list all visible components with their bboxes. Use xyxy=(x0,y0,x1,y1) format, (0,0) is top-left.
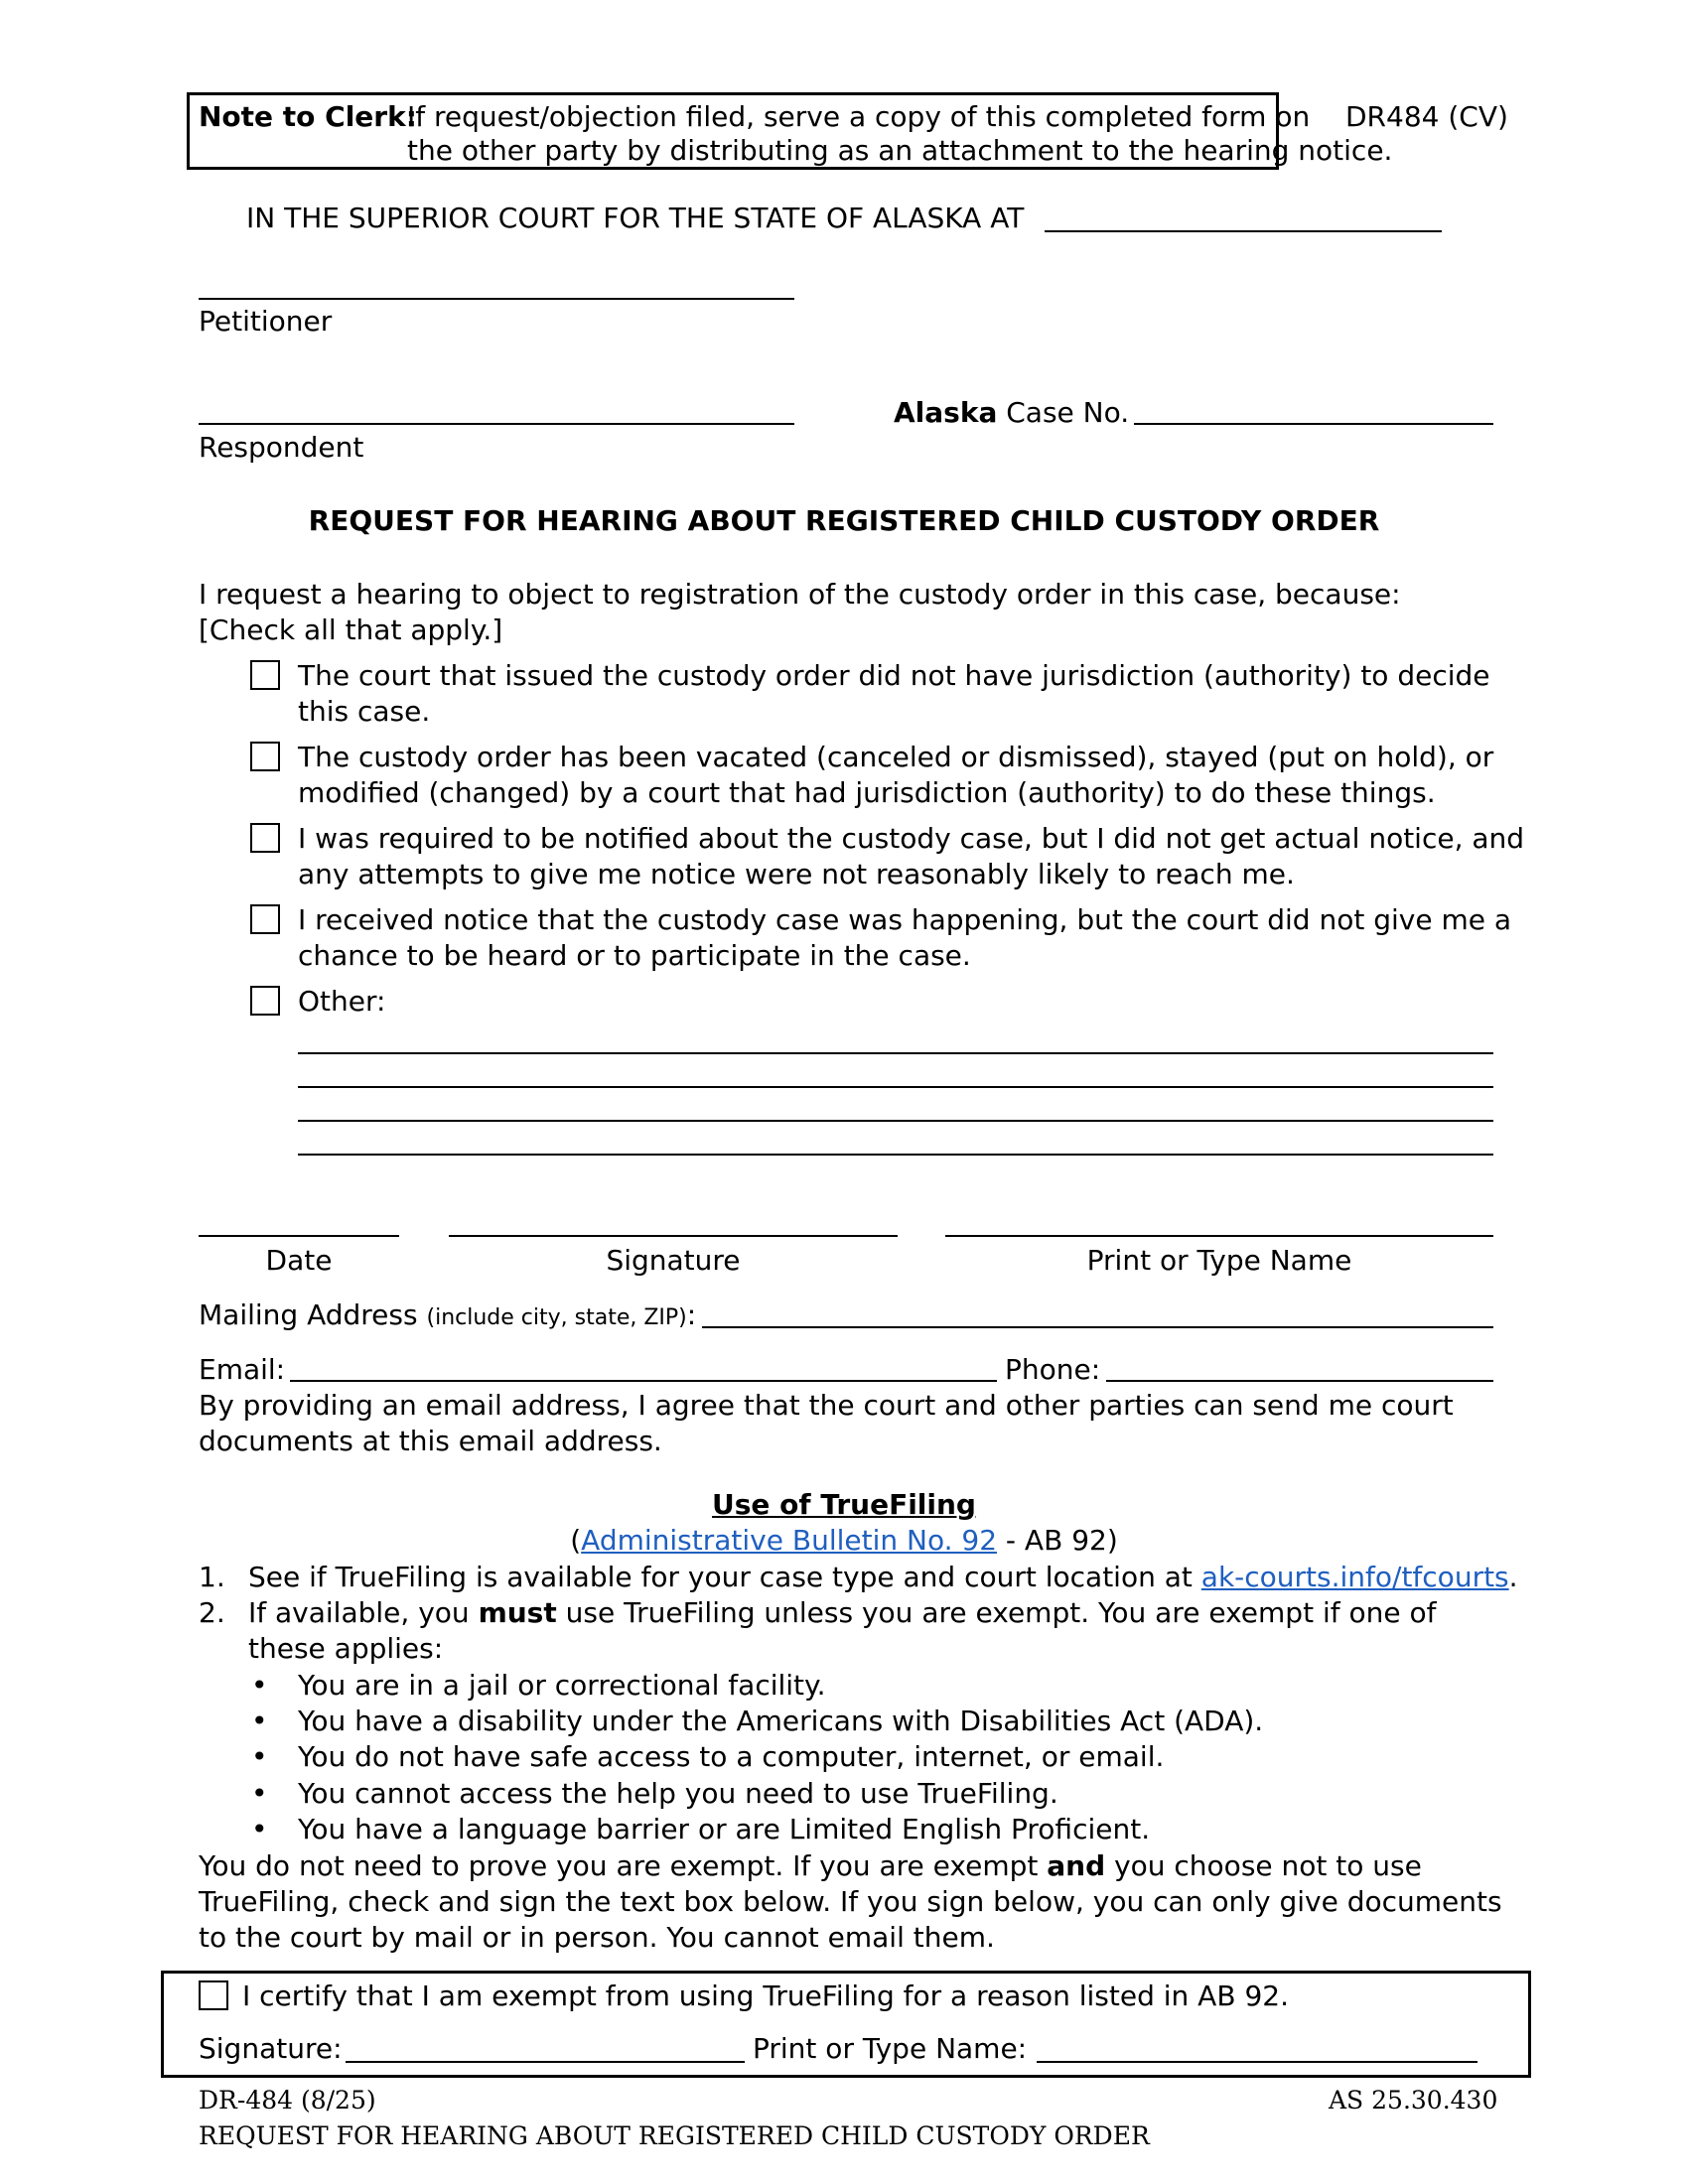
email-consent-line-1: By providing an email address, I agree that the court and other parties can send me court xyxy=(199,1389,1454,1422)
phone-label: Phone: xyxy=(1005,1353,1101,1386)
certify-signature-label: Signature: xyxy=(199,2032,343,2065)
case-number-label xyxy=(894,395,1129,431)
bullet-marker: • xyxy=(251,1813,268,1845)
bullet-marker: • xyxy=(251,1777,268,1810)
print-name-label: Print or Type Name xyxy=(1086,1244,1352,1277)
clerk-note-label: Note to Clerk: xyxy=(199,100,417,133)
certify-signature-field[interactable] xyxy=(346,2061,745,2063)
truefiling-heading: Use of TrueFiling xyxy=(712,1488,976,1521)
clerk-note-line-1: If request/objection filed, serve a copy of this completed form on xyxy=(407,100,1311,133)
item-1-period: . xyxy=(1508,1561,1518,1593)
mailing-colon: : xyxy=(686,1298,697,1331)
truefiling-item-2-number: 2. xyxy=(199,1596,225,1629)
reason-not-heard-checkbox[interactable] xyxy=(250,904,280,934)
other-reason-line-4[interactable] xyxy=(298,1154,1493,1156)
respondent-label: Respondent xyxy=(199,431,364,464)
truefiling-bulletin-ref xyxy=(0,1523,1688,1559)
court-heading: IN THE SUPERIOR COURT FOR THE STATE OF ALASKA AT xyxy=(246,202,1025,234)
bulletin-suffix: - AB 92) xyxy=(997,1524,1118,1557)
footer-title: REQUEST FOR HEARING ABOUT REGISTERED CHILD CUSTODY ORDER xyxy=(199,2121,1150,2150)
email-label: Email: xyxy=(199,1353,286,1386)
reason-1-line-2: this case. xyxy=(298,695,431,728)
para-and: and xyxy=(1047,1849,1106,1882)
item-2-must: must xyxy=(478,1596,557,1629)
exempt-paragraph-line-1 xyxy=(199,1848,1422,1884)
bullet-marker: • xyxy=(251,1740,268,1773)
exempt-reason-4: You cannot access the help you need to use TrueFiling. xyxy=(298,1777,1058,1810)
item-2-post: use TrueFiling unless you are exempt. You are exempt if one of xyxy=(565,1596,1437,1629)
intro-line-2: [Check all that apply.] xyxy=(199,614,503,646)
phone-field[interactable] xyxy=(1106,1380,1493,1382)
certify-print-name-label: Print or Type Name: xyxy=(753,2032,1028,2065)
truefiling-item-1-number: 1. xyxy=(199,1561,225,1593)
case-number-field[interactable] xyxy=(1134,423,1493,425)
court-location-field[interactable] xyxy=(1045,230,1442,232)
exempt-reason-5: You have a language barrier or are Limited English Proficient. xyxy=(298,1813,1151,1845)
truefiling-item-1 xyxy=(248,1560,1518,1595)
petitioner-field[interactable] xyxy=(199,298,794,300)
exempt-certify-checkbox[interactable] xyxy=(199,1980,228,2010)
item-2-pre: If available, you xyxy=(248,1596,470,1629)
exempt-paragraph-line-3: to the court by mail or in person. You cannot email them. xyxy=(199,1921,995,1954)
bullet-marker: • xyxy=(251,1669,268,1702)
bulletin-paren: ( xyxy=(570,1524,582,1557)
truefiling-item-2-line-2: these applies: xyxy=(248,1632,444,1665)
exempt-reason-3: You do not have safe access to a computer, internet, or email. xyxy=(298,1740,1165,1773)
exempt-reason-1: You are in a jail or correctional facility. xyxy=(298,1669,826,1702)
reason-other-checkbox[interactable] xyxy=(250,986,280,1016)
form-title: REQUEST FOR HEARING ABOUT REGISTERED CHILD CUSTODY ORDER xyxy=(308,504,1380,537)
email-field[interactable] xyxy=(290,1380,997,1382)
date-field[interactable] xyxy=(199,1235,399,1237)
exempt-certify-statement: I certify that I am exempt from using TrueFiling for a reason listed in AB 92. xyxy=(242,1979,1289,2012)
other-reason-line-2[interactable] xyxy=(298,1086,1493,1088)
case-state: Alaska xyxy=(894,396,998,429)
mailing-label-text: Mailing Address xyxy=(199,1298,418,1331)
intro-line-1: I request a hearing to object to registration of the custody order in this case, because: xyxy=(199,578,1401,611)
bullet-marker: • xyxy=(251,1705,268,1737)
case-no-text: Case No. xyxy=(1006,396,1130,429)
tfcourts-link[interactable]: ak-courts.info/tfcourts xyxy=(1200,1561,1509,1593)
other-reason-line-1[interactable] xyxy=(298,1052,1493,1054)
mailing-address-label xyxy=(199,1297,696,1336)
para-post: you choose not to use xyxy=(1114,1849,1422,1882)
mailing-hint: (include city, state, ZIP) xyxy=(426,1305,687,1330)
reason-no-jurisdiction-checkbox[interactable] xyxy=(250,660,280,690)
footer-form-id: DR-484 (8/25) xyxy=(199,2086,376,2115)
print-name-field[interactable] xyxy=(945,1235,1493,1237)
reason-1-line-1: The court that issued the custody order did not have jurisdiction (authority) to decide xyxy=(298,659,1490,692)
date-label: Date xyxy=(265,1244,333,1277)
exempt-paragraph-line-2: TrueFiling, check and sign the text box below. If you sign below, you can only give documents xyxy=(199,1885,1502,1918)
certify-print-name-field[interactable] xyxy=(1037,2061,1477,2063)
signature-field[interactable] xyxy=(449,1235,898,1237)
reason-4-line-2: chance to be heard or to participate in the case. xyxy=(298,939,971,972)
clerk-note-line-2: the other party by distributing as an attachment to the hearing notice. xyxy=(407,134,1393,167)
form-code: DR484 (CV) xyxy=(1345,100,1508,133)
email-consent-line-2: documents at this email address. xyxy=(199,1425,662,1457)
petitioner-label: Petitioner xyxy=(199,305,333,338)
other-reason-line-3[interactable] xyxy=(298,1120,1493,1122)
reason-3-line-1: I was required to be notified about the custody case, but I did not get actual notice, and xyxy=(298,822,1525,855)
mailing-address-field[interactable] xyxy=(702,1326,1493,1328)
reason-4-line-1: I received notice that the custody case was happening, but the court did not give me a xyxy=(298,903,1512,936)
reason-2-line-1: The custody order has been vacated (canceled or dismissed), stayed (put on hold), or xyxy=(298,741,1494,773)
reason-2-line-2: modified (changed) by a court that had jurisdiction (authority) to do these things. xyxy=(298,776,1436,809)
bulletin-link[interactable]: Administrative Bulletin No. 92 xyxy=(581,1524,998,1557)
reason-3-line-2: any attempts to give me notice were not reasonably likely to reach me. xyxy=(298,858,1295,890)
respondent-field[interactable] xyxy=(199,423,794,425)
item-1-text: See if TrueFiling is available for your case type and court location at xyxy=(248,1561,1193,1593)
footer-statute: AS 25.30.430 xyxy=(1329,2086,1498,2115)
reason-other-label: Other: xyxy=(298,985,386,1018)
reason-no-notice-checkbox[interactable] xyxy=(250,823,280,853)
signature-label: Signature xyxy=(606,1244,741,1277)
truefiling-item-2 xyxy=(248,1595,1436,1631)
exempt-reason-2: You have a disability under the Americans with Disabilities Act (ADA). xyxy=(298,1705,1264,1737)
reason-vacated-checkbox[interactable] xyxy=(250,742,280,771)
para-pre: You do not need to prove you are exempt. If you are exempt xyxy=(199,1849,1039,1882)
